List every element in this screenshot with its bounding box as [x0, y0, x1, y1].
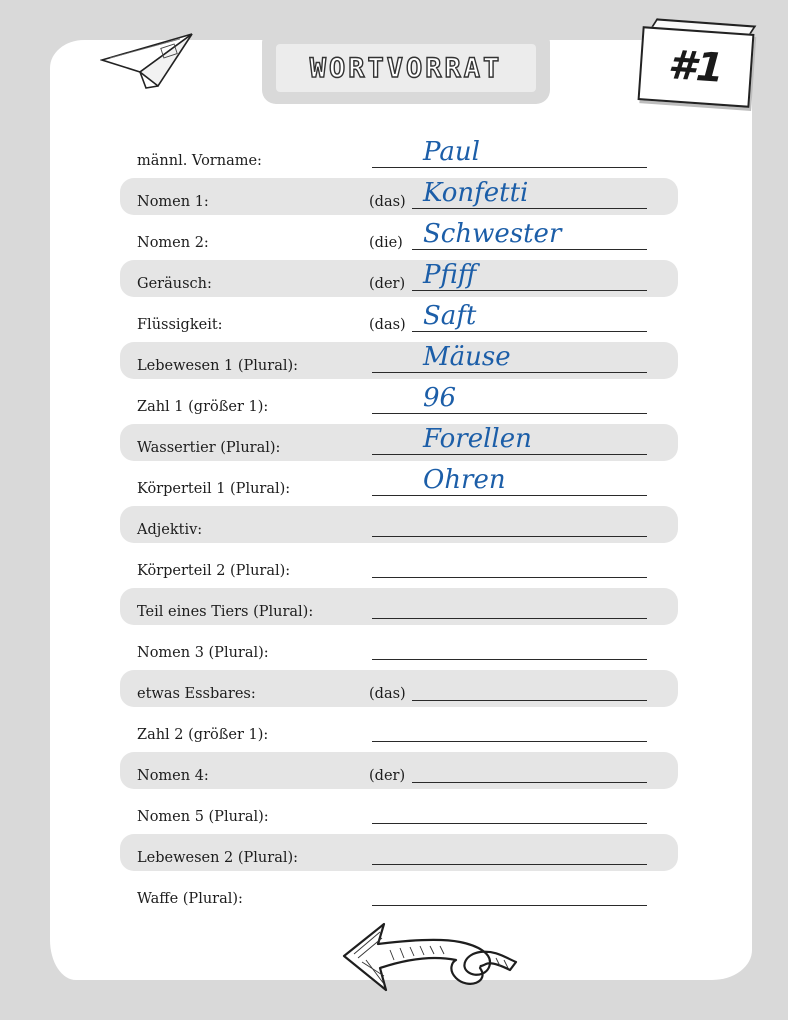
- handwritten-answer: Schwester: [423, 219, 562, 249]
- answer-field[interactable]: [412, 700, 647, 701]
- form-row: [0, 175, 788, 216]
- answer-field[interactable]: [412, 249, 647, 250]
- article-label: (der): [369, 768, 406, 784]
- form-row: [0, 872, 788, 913]
- badge-label: #1: [666, 42, 726, 92]
- handwritten-answer: Ohren: [423, 465, 506, 495]
- handwritten-answer: Konfetti: [423, 178, 529, 208]
- field-label: Zahl 2 (größer 1):: [137, 727, 269, 743]
- article-label: (das): [369, 686, 406, 702]
- handwritten-answer: 96: [423, 383, 457, 413]
- field-label: Lebewesen 1 (Plural):: [137, 358, 299, 374]
- form-row: [0, 339, 788, 380]
- paper-plane-icon: [100, 30, 196, 90]
- word-list: [0, 134, 788, 913]
- answer-field[interactable]: [412, 782, 647, 783]
- answer-field[interactable]: [372, 413, 647, 414]
- answer-field[interactable]: [372, 618, 647, 619]
- form-row: [0, 298, 788, 339]
- answer-field[interactable]: [372, 167, 647, 168]
- field-label: Nomen 2:: [137, 235, 209, 251]
- article-label: (die): [369, 235, 403, 251]
- field-label: Geräusch:: [137, 276, 212, 292]
- form-row: [0, 462, 788, 503]
- answer-field[interactable]: [372, 577, 647, 578]
- form-row: [0, 257, 788, 298]
- number-badge: [638, 26, 755, 108]
- form-row: [0, 544, 788, 585]
- field-label: Nomen 4:: [137, 768, 209, 784]
- answer-field[interactable]: [372, 454, 647, 455]
- article-label: (das): [369, 194, 406, 210]
- answer-field[interactable]: [372, 905, 647, 906]
- answer-field[interactable]: [372, 864, 647, 865]
- field-label: etwas Essbares:: [137, 686, 256, 702]
- form-row: [0, 380, 788, 421]
- field-label: Zahl 1 (größer 1):: [137, 399, 269, 415]
- field-label: Nomen 5 (Plural):: [137, 809, 269, 825]
- field-label: Teil eines Tiers (Plural):: [137, 604, 314, 620]
- handwritten-answer: Forellen: [423, 424, 532, 454]
- form-row: [0, 134, 788, 175]
- field-label: Nomen 3 (Plural):: [137, 645, 269, 661]
- field-label: männl. Vorname:: [137, 153, 262, 169]
- answer-field[interactable]: [412, 290, 647, 291]
- row-band: [120, 506, 678, 543]
- answer-field[interactable]: [372, 495, 647, 496]
- answer-field[interactable]: [372, 659, 647, 660]
- curly-arrow-icon[interactable]: [340, 918, 520, 996]
- page-title: WORTVORRAT: [309, 52, 503, 84]
- field-label: Waffe (Plural):: [137, 891, 243, 907]
- answer-field[interactable]: [372, 372, 647, 373]
- form-row: [0, 503, 788, 544]
- form-row: [0, 585, 788, 626]
- title-plate: [276, 44, 536, 92]
- field-label: Körperteil 1 (Plural):: [137, 481, 291, 497]
- form-row: [0, 421, 788, 462]
- field-label: Lebewesen 2 (Plural):: [137, 850, 299, 866]
- handwritten-answer: Paul: [423, 137, 480, 167]
- field-label: Flüssigkeit:: [137, 317, 223, 333]
- article-label: (der): [369, 276, 406, 292]
- field-label: Nomen 1:: [137, 194, 209, 210]
- article-label: (das): [369, 317, 406, 333]
- form-row: [0, 790, 788, 831]
- form-row: [0, 667, 788, 708]
- answer-field[interactable]: [412, 208, 647, 209]
- form-row: [0, 749, 788, 790]
- form-row: [0, 626, 788, 667]
- answer-field[interactable]: [372, 536, 647, 537]
- field-label: Wassertier (Plural):: [137, 440, 281, 456]
- answer-field[interactable]: [372, 823, 647, 824]
- field-label: Adjektiv:: [137, 522, 203, 538]
- form-row: [0, 831, 788, 872]
- handwritten-answer: Pfiff: [423, 260, 477, 290]
- form-row: [0, 216, 788, 257]
- form-row: [0, 708, 788, 749]
- handwritten-answer: Saft: [423, 301, 477, 331]
- answer-field[interactable]: [372, 741, 647, 742]
- answer-field[interactable]: [412, 331, 647, 332]
- field-label: Körperteil 2 (Plural):: [137, 563, 291, 579]
- handwritten-answer: Mäuse: [423, 342, 511, 372]
